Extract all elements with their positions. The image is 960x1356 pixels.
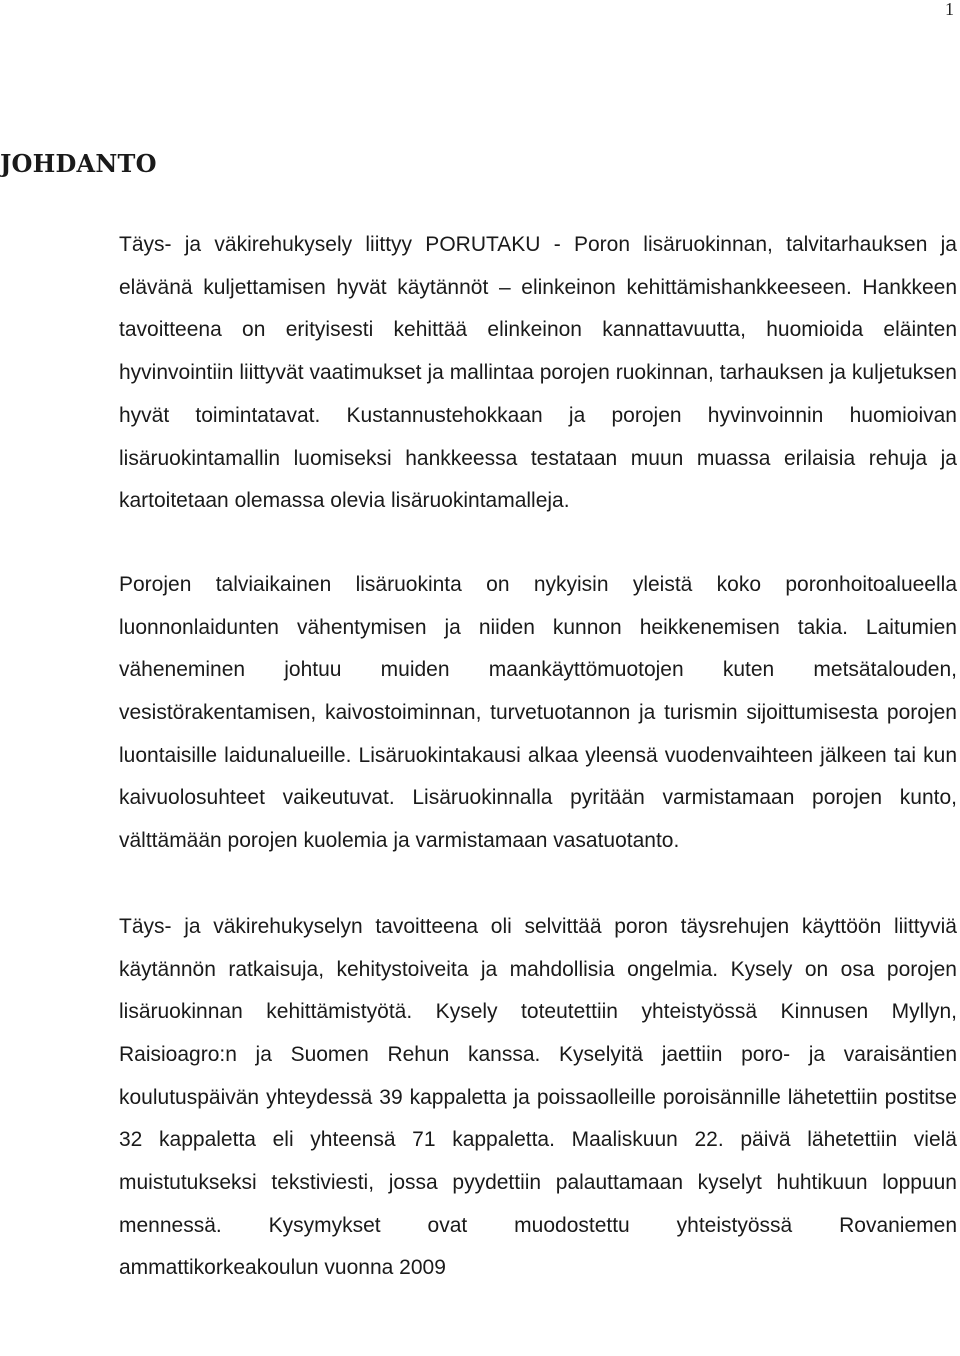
section-heading: JOHDANTO: [0, 149, 157, 178]
body-text: [119, 224, 957, 1290]
page-number: 1: [945, 0, 954, 19]
paragraph-background: Porojen talviaikainen lisäruokinta on nykyisin yleistä koko poronhoitoalueella luonnonlaidunten vähentymisen ja niiden kunnon heikkenemisen takia. Laitumien väheneminen johtuu muiden maankäyttömuotojen kuten metsätalouden, vesistörakentamisen, kaivostoiminnan, turvetuotannon ja turismin sijoittumisesta porojen luontaisille laidunalueille. Lisäruokintakausi alkaa yleensä vuodenvaihteen jälkeen tai kun kaivuolosuhteet vaikeutuvat. Lisäruokinnalla pyritään varmistamaan porojen kunto, välttämään porojen kuolemia ja varmistamaan vasatuotanto.: [119, 572, 957, 853]
paragraph-survey: Täys- ja väkirehukyselyn tavoitteena oli selvittää poron täysrehujen käyttöön liittyviä käytännön ratkaisuja, kehitystoiveita ja mahdollisia ongelmia. Kysely on osa porojen lisäruokinnan kehittämistyötä. Kysely toteutettiin yhteistyössä Kinnusen Myllyn, Raisioagro:n ja Suomen Rehun kanssa. Kyselyitä jaettiin poro- ja varaisäntien koulutuspäivän yhteydessä 39 kappaletta ja poissaolleille poroisännille lähetettiin postitse 32 kappaletta eli yhteensä 71 kappaletta. Maaliskuun 22. päivä lähetettiin vielä muistutukseksi tekstiviesti, jossa pyydettiin palauttamaan kyselyt huhtikuun loppuun mennessä. Kysymykset ovat muodostettu yhteistyössä Rovaniemen ammattikorkeakoulun vuonna 2009: [119, 914, 957, 1280]
paragraph-intro: Täys- ja väkirehukysely liittyy PORUTAKU - Poron lisäruokinnan, talvitarhauksen ja elävänä kuljettamisen hyvät käytännöt – elinkeinon kehittämishankkeeseen. Hankkeen tavoitteena on erityisesti kehittää elinkeinon kannattavuutta, huomioida eläinten hyvinvointiin liittyvät vaatimukset ja mallintaa porojen ruokinnan, tarhauksen ja kuljetuksen hyvät toimintatavat. Kustannustehokkaan ja porojen hyvinvoinnin huomioivan lisäruokintamallin luomiseksi hankkeessa testataan muun muassa erilaisia rehuja ja kartoitetaan olemassa olevia lisäruokintamalleja.: [119, 233, 957, 513]
